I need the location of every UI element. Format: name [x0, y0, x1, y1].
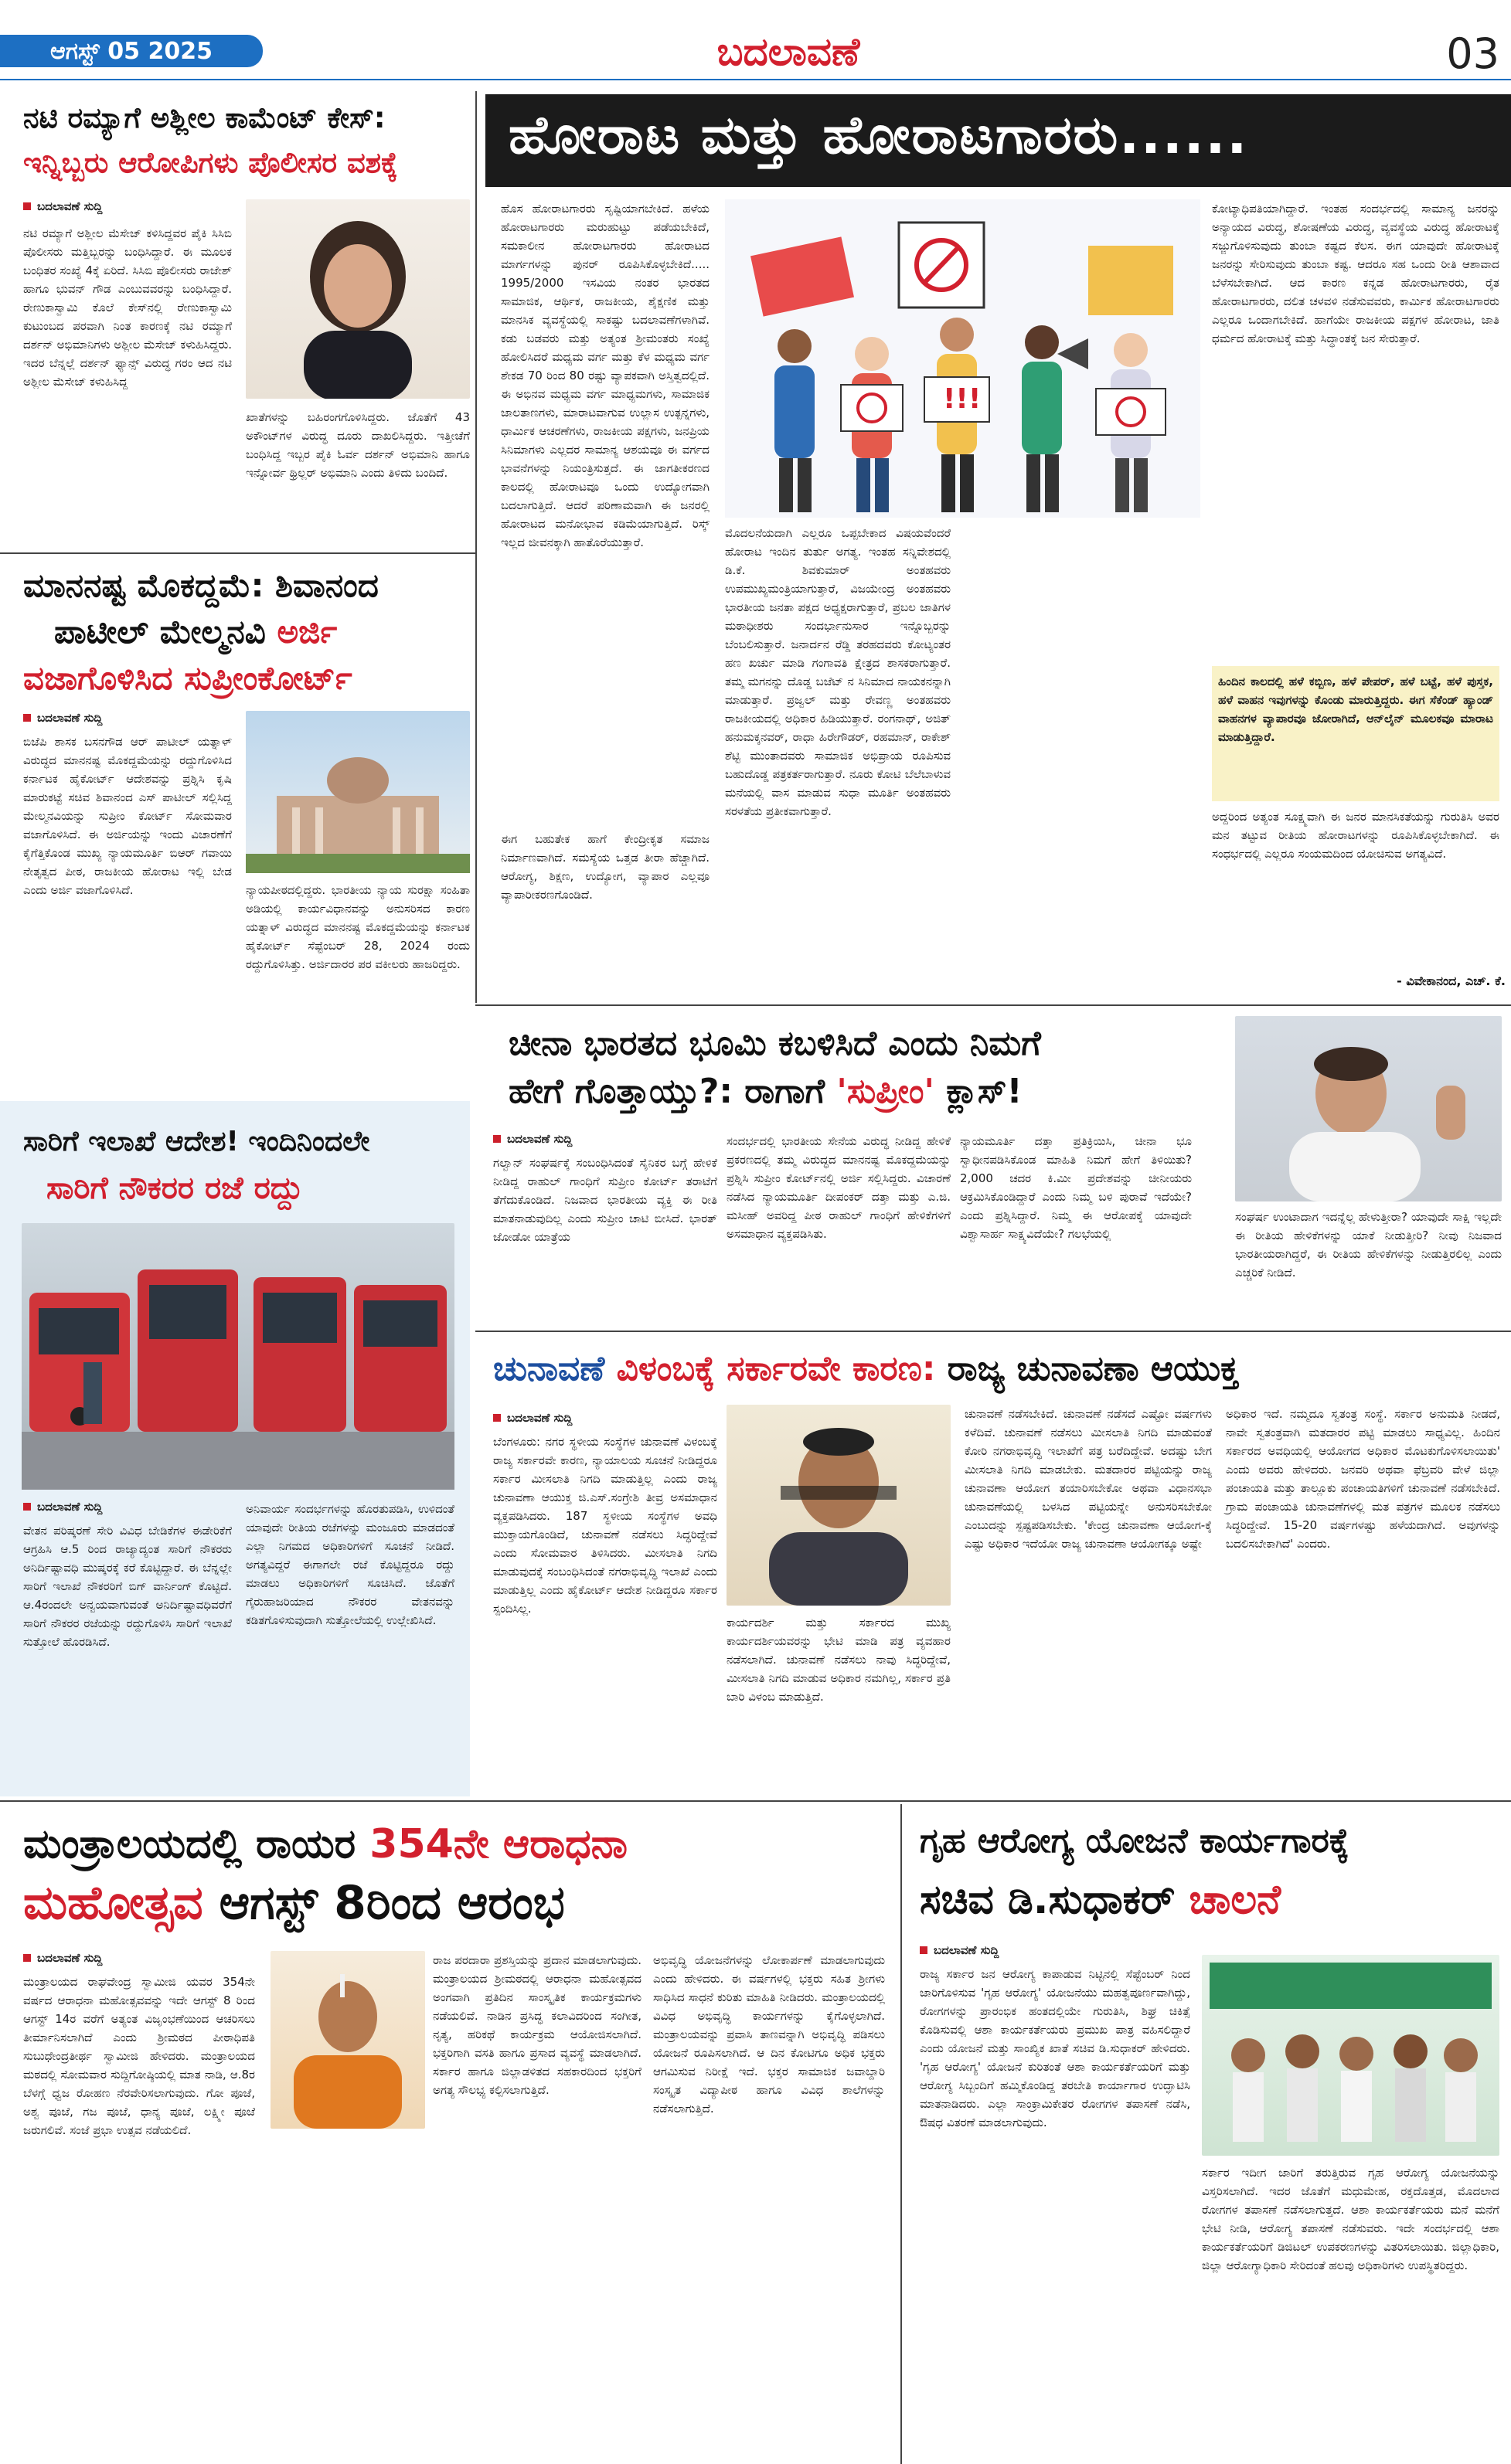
ramya-credit	[23, 199, 102, 213]
feature-signature: - ವಿವೇಕಾನಂದ, ಎಚ್. ಕೆ.	[1397, 974, 1506, 988]
transport-story	[0, 1101, 470, 1796]
shivanand-headline-3: ವಜಾಗೊಳಿಸಿದ ಸುಪ್ರೀಂಕೋರ್ಟ್	[23, 659, 352, 697]
health-col2: ಸರ್ಕಾರ ಇದೀಗ ಜಾರಿಗೆ ತರುತ್ತಿರುವ ಗೃಹ ಆರೋಗ್ಯ ಯೋಜನೆಯನ್ನು ವಿಸ್ತರಿಸಲಾಗಿದೆ. ಇದರ ಜೊತೆಗೆ ಮಧುಮೇಹ, ರಕ್ತದೊತ್ತಡ, ಮೊದಲಾದ ರೋಗಗಳ ತಪಾಸಣೆ ನಡೆಸಲಾಗುತ್ತದೆ. ಆಶಾ ಕಾರ್ಯಕರ್ತೆಯರು ಮನೆ ಮನೆಗೆ ಭೇಟಿ ನೀಡಿ, ಆರೋಗ್ಯ ತಪಾಸಣೆ ನಡೆಸುವರು. ಇದೇ ಸಂದರ್ಭದಲ್ಲಿ ಆಶಾ ಕಾರ್ಯಕರ್ತೆಯರಿಗೆ ಡಿಜಿಟಲ್ ಉಪಕರಣಗಳನ್ನು ವಿತರಿಸಲಾಯಿತು. ಜಿಲ್ಲಾಧಿಕಾರಿ, ಜಿಲ್ಲಾ ಆರೋಗ್ಯಾಧಿಕಾರಿ ಸೇರಿದಂತೆ ಹಲವು ಅಧಿಕಾರಿಗಳು ಉಪಸ್ಥಿತರಿದ್ದರು.	[1202, 2166, 1499, 2272]
page-number: 03	[1446, 29, 1499, 76]
election-commissioner-photo	[727, 1405, 951, 1606]
shivanand-body-left: ಬಿಜೆಪಿ ಶಾಸಕ ಬಸನಗೌಡ ಆರ್ ಪಾಟೀಲ್ ಯತ್ನಾಳ್ ವಿರುದ್ಧದ ಮಾನನಷ್ಟ ಮೊಕದ್ದಮೆಯನ್ನು ರದ್ದುಗೊಳಿಸಿದ ಕರ್ನಾಟಕ ಹೈಕೋರ್ಟ್ ಆದೇಶವನ್ನು ಪ್ರಶ್ನಿಸಿ ಕೃಷಿ ಮಾರುಕಟ್ಟೆ ಸಚಿವ ಶಿವಾನಂದ ಎಸ್ ಪಾಟೀಲ್ ಸಲ್ಲಿಸಿದ್ದ ಮೇಲ್ಮನವಿಯನ್ನು ಸುಪ್ರೀಂ ಕೋರ್ಟ್ ಸೋಮವಾರ ವಜಾಗೊಳಿಸಿದೆ. ಈ ಅರ್ಜಿಯನ್ನು ಇಂದು ವಿಚಾರಣೆಗೆ ಕೈಗೆತ್ತಿಕೊಂಡ ಮುಖ್ಯ ನ್ಯಾಯಮೂರ್ತಿ ಬಿಆರ್ ಗವಾಯಿ ನೇತೃತ್ವದ ಪೀಠ, ರಾಜಕೀಯ ಹೋರಾಟ ಇಲ್ಲಿ ಬೇಡ ಎಂದು ಅರ್ಜಿ ವಜಾಗೊಳಿಸಿದೆ.	[23, 735, 232, 897]
rahul-col3: ನ್ಯಾಯಮೂರ್ತಿ ದತ್ತಾ ಪ್ರತಿಕ್ರಿಯಿಸಿ, ಚೀನಾ ಭೂ ಸ್ವಾಧೀನಪಡಿಸಿಕೊಂಡ ಮಾಹಿತಿ ನಿಮಗೆ ಹೇಗೆ ತಿಳಿಯಿತು? 2,000 ಚದರ ಕಿ.ಮೀ ಪ್ರದೇಶವನ್ನು ಚೀನೀಯರು ಆಕ್ರಮಿಸಿಕೊಂಡಿದ್ದಾರೆ ಎಂದು ನಿಮ್ಮ ಬಳಿ ಪುರಾವೆ ಇದೆಯೇ? ಎಂದು ಪ್ರಶ್ನಿಸಿದ್ದಾರೆ. ನಿಮ್ಮ ಈ ಆರೋಪಕ್ಕೆ ಯಾವುದೇ ವಿಶ್ವಾಸಾರ್ಹ ಸಾಕ್ಷ್ಯವಿದೆಯೇ? ಗಲಭೆಯಲ್ಲಿ	[960, 1134, 1192, 1241]
mantralaya-story	[0, 1804, 900, 2464]
mantralaya-headline-2b: ಆಗಸ್ಟ್ 8ರಿಂದ ಆರಂಭ	[202, 1876, 565, 1930]
credit-marker-icon	[493, 1135, 501, 1143]
rahul-headline-2c: ಕ್ಲಾಸ್!	[934, 1072, 1023, 1111]
feature-col3-left	[965, 524, 1190, 997]
credit-text: ಬದಲಾವಣೆ ಸುದ್ದಿ	[37, 199, 103, 213]
mantralaya-headline-1	[23, 1820, 628, 1869]
mantralaya-col2: ರಾಜ ಪರದಾರಾ ಪ್ರಶಸ್ತಿಯನ್ನು ಪ್ರದಾನ ಮಾಡಲಾಗುವುದು. ಮಂತ್ರಾಲಯದ ಶ್ರೀಮಠದಲ್ಲಿ ಆರಾಧನಾ ಮಹೋತ್ಸವದ ಅಂಗವಾಗಿ ಪ್ರತಿದಿನ ಸಾಂಸ್ಕೃತಿಕ ಕಾರ್ಯಕ್ರಮಗಳು ನಡೆಯಲಿವೆ. ನಾಡಿನ ಪ್ರಸಿದ್ಧ ಕಲಾವಿದರಿಂದ ಸಂಗೀತ, ನೃತ್ಯ, ಹರಿಕಥೆ ಕಾರ್ಯಕ್ರಮ ಆಯೋಜಿಸಲಾಗಿದೆ. ಭಕ್ತರಿಗಾಗಿ ವಸತಿ ಹಾಗೂ ಪ್ರಸಾದ ವ್ಯವಸ್ಥೆ ಮಾಡಲಾಗಿದೆ. ಸರ್ಕಾರ ಹಾಗೂ ಜಿಲ್ಲಾಡಳಿತದ ಸಹಕಾರದಿಂದ ಭಕ್ತರಿಗೆ ಅಗತ್ಯ ಸೌಲಭ್ಯ ಕಲ್ಪಿಸಲಾಗುತ್ತಿದೆ.	[433, 1953, 641, 2097]
bus-photo	[22, 1223, 454, 1490]
rahul-headline-2	[509, 1070, 1023, 1113]
divider	[475, 1004, 1511, 1006]
transport-body-left: ವೇತನ ಪರಿಷ್ಕರಣೆ ಸೇರಿ ವಿವಿಧ ಬೇಡಿಕೆಗಳ ಈಡೇರಿಕೆಗೆ ಆಗ್ರಹಿಸಿ ಆ.5 ರಿಂದ ರಾಜ್ಯಾದ್ಯಂತ ಸಾರಿಗೆ ನೌಕರರು ಅನಿರ್ದಿಷ್ಟಾವಧಿ ಮುಷ್ಕರಕ್ಕೆ ಕರೆ ಕೊಟ್ಟಿದ್ದಾರೆ. ಈ ಬೆನ್ನಲ್ಲೇ ಸಾರಿಗೆ ಇಲಾಖೆ ನೌಕರರಿಗೆ ಬಿಗ್ ವಾರ್ನಿಂಗ್ ಕೊಟ್ಟಿದೆ. ಆ.4ರಂದಲೇ ಅನ್ವಯವಾಗುವಂತೆ ಅನಿರ್ದಿಷ್ಟಾವಧಿವರೆಗೆ ಸಾರಿಗೆ ನೌಕರರ ರಜೆಯನ್ನು ರದ್ದುಗೊಳಿಸಿ ಸಾರಿಗೆ ಇಲಾಖೆ ಸುತ್ತೋಲೆ ಹೊರಡಿಸಿದೆ.	[23, 1524, 232, 1649]
rahul-story	[478, 1008, 1511, 1331]
feature-col3-top: ಕೋಟ್ಯಾಧಿಪತಿಯಾಗಿದ್ದಾರೆ. ಇಂತಹ ಸಂದರ್ಭದಲ್ಲಿ ಸಾಮಾನ್ಯ ಜನರನ್ನು ಅನ್ಯಾಯದ ವಿರುದ್ಧ, ಶೋಷಣೆಯ ವಿರುದ್ಧ, ವ್ಯವಸ್ಥೆಯ ವಿರುದ್ಧ ಹೋರಾಟಕ್ಕೆ ಸಜ್ಜುಗೊಳಿಸುವುದು ತುಂಬಾ ಕಷ್ಟದ ಕೆಲಸ. ಈಗ ಯಾವುದೇ ಹೋರಾಟಕ್ಕೆ ಜನರನ್ನು ಸೇರಿಸುವುದು ತುಂಬಾ ಕಷ್ಟ. ಆದರೂ ಸಹ ಒಂದು ರೀತಿ ಆಶಾವಾದ ಬೆಳೆಸಬೇಕಾಗಿದೆ. ಆದ ಕಾರಣ ಕನ್ನಡ ಹೋರಾಟಗಾರರು, ರೈತ ಹೋರಾಟಗಾರರು, ದಲಿತ ಚಳವಳಿ ನಡೆಸುವವರು, ಕಾರ್ಮಿಕ ಹೋರಾಟಗಾರರು ಎಲ್ಲರೂ ಒಂದಾಗಬೇಕಿದೆ. ಹಾಗೆಯೇ ರಾಜಕೀಯ ಪಕ್ಷಗಳ ಹೋರಾಟ, ಜಾತಿ ಧರ್ಮದ ಹೋರಾಟಕ್ಕೆ ಮತ್ತು ಸಿದ್ಧಾಂತಕ್ಕೆ ಜನ ಸೇರುತ್ತಾರೆ.	[1212, 202, 1499, 345]
shivanand-headline-2a: ಪಾಟೀಲ್ ಮೇಲ್ಮನವಿ	[54, 613, 277, 651]
credit-text: ಬದಲಾವಣೆ ಸುದ್ದಿ	[37, 1951, 103, 1965]
mantralaya-headline-2	[23, 1875, 565, 1931]
health-headline-2a: ಸಚಿವ ಡಿ.ಸುಧಾಕರ್	[920, 1877, 1189, 1923]
credit-marker-icon	[23, 202, 31, 210]
health-headline-1: ಗೃಹ ಆರೋಗ್ಯ ಯೋಜನೆ ಕಾರ್ಯಗಾರಕ್ಕೆ	[920, 1821, 1349, 1861]
masthead: ಬದಲಾವಣೆ	[716, 29, 860, 74]
event-group-icon	[1202, 1955, 1499, 2156]
shivanand-credit	[23, 711, 102, 725]
election-story	[478, 1334, 1511, 1797]
credit-text: ಬದಲಾವಣೆ ಸುದ್ದಿ	[507, 1411, 573, 1425]
supreme-court-photo	[246, 711, 470, 873]
portrait-icon	[271, 1951, 425, 2129]
feature-col1-top: ಹೊಸ ಹೋರಾಟಗಾರರು ಸೃಷ್ಟಿಯಾಗಬೇಕಿದೆ. ಹಳೆಯ ಹೋರಾಟಗಾರರು ಮರುಹುಟ್ಟು ಪಡೆಯಬೇಕಿದೆ, ಸಮಕಾಲೀನ ಹೋರಾಟಗಾರರು ಹೋರಾಟದ ಮಾರ್ಗಗಳನ್ನು ಪುನರ್ ರೂಪಿಸಿಕೊಳ್ಳಬೇಕಿದೆ..... 1995/2000 ಇಸವಿಯ ನಂತರ ಭಾರತದ ಸಾಮಾಜಿಕ, ಆರ್ಥಿಕ, ರಾಜಕೀಯ, ಶೈಕ್ಷಣಿಕ ಮತ್ತು ಮಾನಸಿಕ ವ್ಯವಸ್ಥೆಯಲ್ಲಿ ಸಾಕಷ್ಟು ಬದಲಾವಣೆಗಳಾಗಿವೆ. ಕಡು ಬಡವರು ಮತ್ತು ಅತ್ಯಂತ ಶ್ರೀಮಂತರು ಸಂಖ್ಯೆ ಹೋಲಿಸಿದರೆ ಮಧ್ಯಮ ವರ್ಗ ಮತ್ತು ಕೆಳ ಮಧ್ಯಮ ವರ್ಗ ಶೇಕಡ 70 ರಿಂದ 80 ರಷ್ಟು ವ್ಯಾಪಕವಾಗಿ ಅಸ್ತಿತ್ವದಲ್ಲಿದೆ. ಈ ಅಭಿನವ ಮಧ್ಯಮ ವರ್ಗ ಮಾಧ್ಯಮಗಳು, ಸಾಮಾಜಿಕ ಜಾಲತಾಣಗಳು, ಮಾರಾಟವಾಗುವ ಉಲ್ಲಾಸ ಉತ್ಪನ್ನಗಳು, ಧಾರ್ಮಿಕ ಆಚರಣೆಗಳು, ರಾಜಕೀಯ ಪಕ್ಷಗಳು, ಜನಪ್ರಿಯ ಸಿನಿಮಾಗಳು ಎಲ್ಲದರ ಸಾಮಾನ್ಯ ಆಶಯವೂ ಈ ವರ್ಗದ ಭಾವನೆಗಳನ್ನು ನಿಯಂತ್ರಿಸುತ್ತದೆ. ಈ ಜಾಗತೀಕರಣದ ಕಾಲದಲ್ಲಿ ಹೋರಾಟವೂ ಒಂದು ಉದ್ಯೋಗವಾಗಿ ಬದಲಾಗುತ್ತಿದೆ. ಆದರೆ ಪರಿಣಾಮವಾಗಿ ಈ ಜನರಲ್ಲಿ ಹೋರಾಟದ ಮನೋಭಾವ ಕಡಿಮೆಯಾಗುತ್ತಿದೆ. ರಿಸ್ಕ್ ಇಲ್ಲದ ಜೀವನಕ್ಕಾಗಿ ಹಾತೊರೆಯುತ್ತಾರೆ.	[501, 202, 710, 549]
feature-highlight-box	[1212, 666, 1499, 801]
election-credit	[493, 1411, 572, 1425]
ramya-body-right: ಖಾತೆಗಳನ್ನು ಬಹಿರಂಗಗೊಳಿಸಿದ್ದರು. ಜೊತೆಗೆ 43 ಅಕೌಂಟ್‌ಗಳ ವಿರುದ್ಧ ದೂರು ದಾಖಲಿಸಿದ್ದರು. ಇತ್ತೀಚೆಗೆ ಬಂಧಿಸಿದ್ದ ಇಬ್ಬರ ಪೈಕಿ ಓರ್ವ ದರ್ಶನ್ ಅಭಿಮಾನಿ ಹಾಗೂ ಇನ್ನೋರ್ವ ಥ್ರಿಲ್ಲರ್ ಅಭಿಮಾನಿ ಎಂದು ತಿಳಿದು ಬಂದಿದೆ.	[246, 410, 470, 480]
swamiji-photo	[271, 1951, 425, 2129]
health-col1: ರಾಜ್ಯ ಸರ್ಕಾರ ಜನ ಆರೋಗ್ಯ ಕಾಪಾಡುವ ನಿಟ್ಟಿನಲ್ಲಿ ಸೆಪ್ಟೆಂಬರ್ ನಿಂದ ಜಾರಿಗೊಳಿಸುವ 'ಗೃಹ ಆರೋಗ್ಯ' ಯೋಜನೆಯು ಮಹತ್ವಪೂರ್ಣವಾಗಿದ್ದು, ರೋಗಗಳನ್ನು ಪ್ರಾರಂಭಿಕ ಹಂತದಲ್ಲಿಯೇ ಗುರುತಿಸಿ, ಶಿಘ್ರ ಚಿಕಿತ್ಸೆ ಕೊಡಿಸುವಲ್ಲಿ ಆಶಾ ಕಾರ್ಯಕರ್ತೆಯರು ಪ್ರಮುಖ ಪಾತ್ರ ವಹಿಸಲಿದ್ದಾರೆ ಎಂದು ಯೋಜನೆ ಮತ್ತು ಸಾಂಖ್ಯಿಕ ಖಾತೆ ಸಚಿವ ಡಿ.ಸುಧಾಕರ್ ಹೇಳಿದರು. 'ಗೃಹ ಆರೋಗ್ಯ' ಯೋಜನೆ ಕುರಿತಂತೆ ಆಶಾ ಕಾರ್ಯಕರ್ತೆಯರಿಗೆ ಮತ್ತು ಆರೋಗ್ಯ ಸಿಬ್ಬಂದಿಗೆ ಹಮ್ಮಿಕೊಂಡಿದ್ದ ತರಬೇತಿ ಕಾರ್ಯಾಗಾರ ಉದ್ಘಾಟಿಸಿ ಮಾತನಾಡಿದರು. ಎಲ್ಲಾ ಸಾಂಕ್ರಾಮಿಕೇತರ ರೋಗಗಳ ತಪಾಸಣೆ ನಡೆಸಿ, ಔಷಧ ವಿತರಣೆ ಮಾಡಲಾಗುವುದು.	[920, 1967, 1190, 2129]
divider	[0, 1800, 1511, 1802]
rahul-headline-1: ಚೀನಾ ಭಾರತದ ಭೂಮಿ ಕಬಳಿಸಿದೆ ಎಂದು ನಿಮಗೆ	[509, 1024, 1041, 1063]
credit-text: ಬದಲಾವಣೆ ಸುದ್ದಿ	[37, 1500, 103, 1514]
mantralaya-col1: ಮಂತ್ರಾಲಯದ ರಾಘವೇಂದ್ರ ಸ್ವಾಮೀಜಿ ಯವರ 354ನೇ ವರ್ಷದ ಆರಾಧನಾ ಮಹೋತ್ಸವವನ್ನು ಇದೇ ಆಗಸ್ಟ್ 8 ರಿಂದ ಆಗಸ್ಟ್ 14ರ ವರೆಗೆ ಅತ್ಯಂತ ವಿಜೃಂಭಣೆಯಿಂದ ಆಚರಿಸಲು ತೀರ್ಮಾನಿಸಲಾಗಿದೆ ಎಂದು ಶ್ರೀಮಠದ ಪೀಠಾಧಿಪತಿ ಸುಬುಧೇಂದ್ರತೀರ್ಥ ಸ್ವಾಮೀಜಿ ಹೇಳಿದರು. ಮಂತ್ರಾಲಯದ ಮಠದಲ್ಲಿ ಸೋಮವಾರ ಸುದ್ದಿಗೋಷ್ಠಿಯಲ್ಲಿ ಮಾತ ನಾಡಿ, ಆ.8ರ ಬೆಳಗ್ಗೆ ಧ್ವಜ ರೋಹಣ ನೆರವೇರಿಸಲಾಗುವುದು. ಗೋ ಪೂಜೆ, ಅಶ್ವ ಪೂಜೆ, ಗಜ ಪೂಜೆ, ಧಾನ್ಯ ಪೂಜೆ, ಲಕ್ಷ್ಮೀ ಪೂಜೆ ಜರುಗಲಿವೆ. ಸಂಜೆ ಪ್ರಭಾ ಉತ್ಸವ ನಡೆಯಲಿದೆ.	[23, 1975, 255, 2137]
ramya-photo	[246, 199, 470, 399]
rahul-photo	[1235, 1016, 1502, 1201]
credit-text: ಬದಲಾವಣೆ ಸುದ್ದಿ	[37, 711, 103, 725]
portrait-icon	[246, 199, 470, 399]
rahul-credit	[493, 1132, 572, 1146]
divider	[475, 1331, 1511, 1332]
credit-marker-icon	[23, 1954, 31, 1962]
election-col1: ಬೆಂಗಳೂರು: ನಗರ ಸ್ಥಳೀಯ ಸಂಸ್ಥೆಗಳ ಚುನಾವಣೆ ವಿಳಂಬಕ್ಕೆ ರಾಜ್ಯ ಸರ್ಕಾರವೇ ಕಾರಣ, ನ್ಯಾಯಾಲಯ ಸೂಚನೆ ನೀಡಿದ್ದರೂ ಸರ್ಕಾರ ಮೀಸಲಾತಿ ನಿಗದಿ ಮಾಡುತ್ತಿಲ್ಲ ಎಂದು ರಾಜ್ಯ ಚುನಾವಣಾ ಆಯುಕ್ತ ಜಿ.ಎಸ್.ಸಂಗ್ರೇಶಿ ತೀವ್ರ ಅಸಮಾಧಾನ ವ್ಯಕ್ತಪಡಿಸಿದರು. 187 ಸ್ಥಳೀಯ ಸಂಸ್ಥೆಗಳ ಅವಧಿ ಮುಕ್ತಾಯಗೊಂಡಿದೆ, ಚುನಾವಣೆ ನಡೆಸಲು ಸಿದ್ಧರಿದ್ದೇವೆ ಎಂದು ಸೋಮವಾರ ತಿಳಿಸಿದರು. ಮೀಸಲಾತಿ ನಿಗದಿ ಮಾಡುವುದಕ್ಕೆ ಸಂಬಂಧಿಸಿದಂತೆ ನಗರಾಭಿವೃದ್ಧಿ ಇಲಾಖೆ ಎಂದು ಮಾಡುತ್ತಿಲ್ಲ ಎಂದು ಹೈಕೋರ್ಟ್ ಆದೇಶ ನೀಡಿದ್ದರೂ ಸರ್ಕಾರ ಸ್ಪಂದಿಸಿಲ್ಲ.	[493, 1435, 717, 1616]
election-col2: ಕಾರ್ಯದರ್ಶಿ ಮತ್ತು ಸರ್ಕಾರದ ಮುಖ್ಯ ಕಾರ್ಯದರ್ಶಿಯವರನ್ನು ಭೇಟಿ ಮಾಡಿ ಪತ್ರ ವ್ಯವಹಾರ ನಡೆಸಲಾಗಿದೆ. ಚುನಾವಣೆ ನಡೆಸಲು ನಾವು ಸಿದ್ಧರಿದ್ದೇವೆ, ಮೀಸಲಾತಿ ನಿಗದಿ ಮಾಡುವ ಅಧಿಕಾರ ನಮಗಿಲ್ಲ, ಸರ್ಕಾರ ಪ್ರತಿ ಬಾರಿ ವಿಳಂಬ ಮಾಡುತ್ತಿದೆ.	[727, 1616, 951, 1704]
election-headline-a: ಚುನಾವಣೆ	[493, 1349, 617, 1388]
mantralaya-headline-1a: ಮಂತ್ರಾಲಯದಲ್ಲಿ ರಾಯರ	[23, 1821, 370, 1868]
feature-col1-bottom: ಈಗ ಬಹುತೇಕ ಹಾಗೆ ಕೇಂದ್ರೀಕೃತ ಸಮಾಜ ನಿರ್ಮಾಣವಾಗಿದೆ. ಸಮಸ್ಯೆಯ ಒತ್ತಡ ತೀರಾ ಹೆಚ್ಚಾಗಿದೆ. ಆರೋಗ್ಯ, ಶಿಕ್ಷಣ, ಉದ್ಯೋಗ, ವ್ಯಾಪಾರ ಎಲ್ಲವೂ ವ್ಯಾಪಾರೀಕರಣಗೊಂಡಿದೆ.	[501, 832, 710, 902]
election-col4: ಅಧಿಕಾರ ಇದೆ. ನಮ್ಮದೂ ಸ್ವತಂತ್ರ ಸಂಸ್ಥೆ. ಸರ್ಕಾರ ಅನುಮತಿ ನೀಡದೆ, ನಾವೇ ಸ್ವತಂತ್ರವಾಗಿ ಮತದಾರರ ಪಟ್ಟಿ ಮಾಡಲು ಸಾಧ್ಯವಿಲ್ಲ. ಹಿಂದಿನ ಸರ್ಕಾರದ ಅವಧಿಯಲ್ಲಿ ಆಯೋಗದ ಅಧಿಕಾರ ಮೊಟಕುಗೊಳಿಸಲಾಯಿತು' ಎಂದು ಅವರು ಹೇಳಿದರು. ಜನವರಿ ಅಥವಾ ಫೆಬ್ರವರಿ ವೇಳೆ ಜಿಲ್ಲಾ ಪಂಚಾಯತಿ ಮತ್ತು ತಾಲ್ಲೂಕು ಪಂಚಾಯತಿಗಳಿಗೆ ಚುನಾವಣೆ ನಡೆಸಬೇಕಿದೆ. ಗ್ರಾಮ ಪಂಚಾಯತಿ ಚುನಾವಣೆಗಳಲ್ಲಿ ಮತ ಪತ್ರಗಳ ಮೂಲಕ ನಡೆಸಲು ಸಿದ್ಧರಿದ್ದೇವೆ. 15-20 ವರ್ಷಗಳಷ್ಟು ಹಳೆಯದಾಗಿದೆ. ಅವುಗಳನ್ನು ಬದಲಿಸಬೇಕಾಗಿದೆ' ಎಂದರು.	[1226, 1407, 1500, 1551]
portrait-icon	[727, 1405, 951, 1606]
ramya-headline-1: ನಟಿ ರಮ್ಯಾಗೆ ಅಶ್ಲೀಲ ಕಾಮೆಂಟ್ ಕೇಸ್:	[23, 101, 386, 134]
ramya-story	[0, 85, 475, 552]
shivanand-headline-2	[54, 612, 337, 652]
shivanand-story	[0, 556, 475, 1097]
health-credit	[920, 1943, 999, 1957]
health-story	[904, 1804, 1511, 2464]
ramya-headline-2: ಇನ್ನಿಬ್ಬರು ಆರೋಪಿಗಳು ಪೊಲೀಸರ ವಶಕ್ಕೆ	[23, 146, 398, 179]
feature-col3-bottom: ಅದ್ದರಿಂದ ಅತ್ಯಂತ ಸೂಕ್ಷ್ಮವಾಗಿ ಈ ಜನರ ಮಾನಸಿಕತೆಯನ್ನು ಗುರುತಿಸಿ ಅವರ ಮನ ತಟ್ಟುವ ರೀತಿಯ ಹೋರಾಟಗಳನ್ನು ರೂಪಿಸಿಕೊಳ್ಳಬೇಕಾಗಿದೆ. ಈ ಸಂಧರ್ಭದಲ್ಲಿ ಎಲ್ಲರೂ ಸಂಯಮದಿಂದ ಯೋಚಿಸುವ ಅಗತ್ಯವಿದೆ.	[1212, 810, 1499, 861]
portrait-icon	[1235, 1016, 1502, 1201]
mantralaya-headline-2a: ಮಹೋತ್ಸವ	[23, 1876, 203, 1930]
credit-marker-icon	[23, 714, 31, 722]
feature-title: ಹೋರಾಟ ಮತ್ತು ಹೋರಾಟಗಾರರು......	[509, 105, 1249, 166]
credit-marker-icon	[493, 1414, 501, 1422]
election-headline-b: ವಿಳಂಬಕ್ಕೆ ಸರ್ಕಾರವೇ ಕಾರಣ:	[616, 1349, 936, 1388]
mantralaya-headline-1b: 354ನೇ ಆರಾಧನಾ	[369, 1821, 628, 1868]
feature-title-banner	[485, 94, 1511, 187]
court-building-icon	[246, 711, 470, 873]
election-headline	[493, 1348, 1239, 1391]
rahul-col2: ಸಂದರ್ಭದಲ್ಲಿ ಭಾರತೀಯ ಸೇನೆಯ ವಿರುದ್ಧ ನೀಡಿದ್ದ ಹೇಳಿಕೆ ಪ್ರಕರಣದಲ್ಲಿ ತಮ್ಮ ವಿರುದ್ಧದ ಮಾನನಷ್ಟ ಮೊಕದ್ದಮೆಯನ್ನು ಪ್ರಶ್ನಿಸಿ ಸುಪ್ರೀಂ ಕೋರ್ಟ್‌ನಲ್ಲಿ ಅರ್ಜಿ ಸಲ್ಲಿಸಿದ್ದರು. ವಿಚಾರಣೆ ನಡೆಸಿದ ನ್ಯಾಯಮೂರ್ತಿ ದೀಪಂಕರ್ ದತ್ತಾ ಮತ್ತು ಎ.ಜಿ. ಮಸೀಹ್ ಅವರಿದ್ದ ಪೀಠ ರಾಹುಲ್ ಗಾಂಧಿಗೆ ಹೇಳಿಕೆಗಳಿಗೆ ಅಸಮಾಧಾನ ವ್ಯಕ್ತಪಡಿಸಿತು.	[727, 1134, 951, 1241]
credit-marker-icon	[920, 1946, 927, 1954]
mantralaya-col3: ಅಭಿವೃದ್ಧಿ ಯೋಜನೆಗಳನ್ನು ಲೋಕಾರ್ಪಣೆ ಮಾಡಲಾಗುವುದು ಎಂದು ಹೇಳಿದರು. ಈ ವರ್ಷಗಳಲ್ಲಿ ಭಕ್ತರು ಸಹಿತ ಶ್ರೀಗಳು ಸಾಧಿಸಿದ ಸಾಧನೆ ಕುರಿತು ಮಾಹಿತಿ ನೀಡಿದರು. ಮಂತ್ರಾಲಯದಲ್ಲಿ ವಿವಿಧ ಅಭಿವೃದ್ಧಿ ಕಾರ್ಯಗಳನ್ನು ಕೈಗೊಳ್ಳಲಾಗಿದೆ. ಮಂತ್ರಾಲಯವನ್ನು ಪ್ರವಾಸಿ ತಾಣವನ್ನಾಗಿ ಅಭಿವೃದ್ಧಿ ಪಡಿಸಲು ಯೋಜನೆ ರೂಪಿಸಲಾಗಿದೆ. ಆ ದಿನ ಕೋಟಿಗೂ ಅಧಿಕ ಭಕ್ತರು ಆಗಮಿಸುವ ನಿರೀಕ್ಷೆ ಇದೆ. ಭಕ್ತರ ಸಾಮಾಜಿಕ ಜವಾಬ್ದಾರಿ ಸಂಸ್ಕೃತ ವಿದ್ಯಾಪೀಠ ಹಾಗೂ ವಿವಿಧ ಶಾಲೆಗಳನ್ನು ನಡೆಸಲಾಗುತ್ತಿದೆ.	[653, 1953, 885, 2116]
feature-story	[485, 193, 1511, 1003]
feature-highlight-text: ಹಿಂದಿನ ಕಾಲದಲ್ಲಿ ಹಳೆ ಕಬ್ಬಿಣ, ಹಳೆ ಪೇಪರ್, ಹಳೆ ಬಟ್ಟೆ, ಹಳೆ ಪುಸ್ತಕ, ಹಳೆ ವಾಹನ ಇವುಗಳನ್ನು ಕೊಂಡು ಮಾರುತ್ತಿದ್ದರು. ಈಗ ಸೆಕೆಂಡ್ ಹ್ಯಾಂಡ್ ವಾಹನಗಳ ವ್ಯಾಪಾರವೂ ಜೋರಾಗಿದೆ, ಆನ್‌ಲೈನ್ ಮೂಲಕವೂ ಮಾರಾಟ ಮಾಡುತ್ತಿದ್ದಾರೆ.	[1218, 675, 1493, 744]
transport-body-right: ಅನಿವಾರ್ಯ ಸಂದರ್ಭಗಳನ್ನು ಹೊರತುಪಡಿಸಿ, ಉಳಿದಂತೆ ಯಾವುದೇ ರೀತಿಯ ರಜೆಗಳನ್ನು ಮಂಜೂರು ಮಾಡದಂತೆ ಎಲ್ಲಾ ನಿಗಮದ ಅಧಿಕಾರಿಗಳಿಗೆ ಸೂಚನೆ ನೀಡಿದೆ. ಅಗತ್ಯವಿದ್ದರೆ ಈಗಾಗಲೇ ರಜೆ ಕೊಟ್ಟಿದ್ದರೂ ರದ್ದು ಮಾಡಲು ಅಧಿಕಾರಿಗಳಿಗೆ ಸೂಚಿಸಿದೆ. ಜೊತೆಗೆ ಗೈರುಹಾಜರಿಯಾದ ನೌಕರರ ವೇತನವನ್ನು ಕಡಿತಗೊಳಿಸುವುದಾಗಿ ಸುತ್ತೋಲೆಯಲ್ಲಿ ಉಲ್ಲೇಖಿಸಿದೆ.	[246, 1502, 454, 1627]
credit-text: ಬದಲಾವಣೆ ಸುದ್ದಿ	[507, 1132, 573, 1146]
shivanand-headline-1: ಮಾನನಷ್ಟ ಮೊಕದ್ದಮೆ: ಶಿವಾನಂದ	[23, 566, 379, 604]
bus-icon	[22, 1223, 454, 1490]
divider	[900, 1804, 902, 2464]
election-headline-c: ರಾಜ್ಯ ಚುನಾವಣಾ ಆಯುಕ್ತ	[935, 1349, 1239, 1388]
divider	[0, 552, 475, 554]
svg-text:!!!: !!!	[943, 383, 982, 415]
ramya-body-left: ನಟಿ ರಮ್ಯಾಗೆ ಅಶ್ಲೀಲ ಮೆಸೇಜ್ ಕಳಿಸಿದ್ದವರ ಪೈಕಿ ಸಿಸಿಬಿ ಪೊಲೀಸರು ಮತ್ತಿಬ್ಬರನ್ನು ಬಂಧಿಸಿದ್ದಾರೆ. ಈ ಮೂಲಕ ಬಂಧಿತರ ಸಂಖ್ಯೆ 4ಕ್ಕೆ ಏರಿದೆ. ಸಿಸಿಬಿ ಪೊಲೀಸರು ರಾಜೇಶ್ ಹಾಗೂ ಭುವನ್ ಗೌಡ ಎಂಬುವವರನ್ನು ಬಂಧಿಸಿದ್ದಾರೆ. ರೇಣುಕಾಸ್ವಾಮಿ ಕೊಲೆ ಕೇಸ್‌ನಲ್ಲಿ ರೇಣುಕಾಸ್ವಾಮಿ ಕುಟುಂಬದ ಪರವಾಗಿ ನಿಂತ ಕಾರಣಕ್ಕೆ ನಟಿ ರಮ್ಯಾಗೆ ದರ್ಶನ್ ಅಭಿಮಾನಿಗಳು ಅಶ್ಲೀಲ ಮೆಸೇಜ್ ಕಳುಹಿಸಿದ್ದರು. ಇದರ ಬೆನ್ನಲ್ಲೆ ದರ್ಶನ್ ಫ್ಯಾನ್ಸ್ ವಿರುದ್ಧ ಗರಂ ಆದ ನಟಿ ಅಶ್ಲೀಲ ಮೆಸೇಜ್ ಕಳುಹಿಸಿದ್ದ	[23, 226, 232, 389]
rahul-col4: ಸಂಘರ್ಷ ಉಂಟಾದಾಗ ಇದನ್ನೆಲ್ಲ ಹೇಳುತ್ತೀರಾ? ಯಾವುದೇ ಸಾಕ್ಷಿ ಇಲ್ಲದೇ ಈ ರೀತಿಯ ಹೇಳಿಕೆಗಳನ್ನು ಯಾಕೆ ನೀಡುತ್ತೀರಿ? ನೀವು ನಿಜವಾದ ಭಾರತೀಯರಾಗಿದ್ದರೆ, ಈ ರೀತಿಯ ಹೇಳಿಕೆಗಳನ್ನು ನೀಡುತ್ತಿರಲಿಲ್ಲ ಎಂದು ಎಚ್ಚರಿಕೆ ನೀಡಿದೆ.	[1235, 1210, 1502, 1280]
feature-col2: ಮೊದಲನೆಯದಾಗಿ ಎಲ್ಲರೂ ಒಪ್ಪಬೇಕಾದ ವಿಷಯವೆಂದರೆ ಹೋರಾಟ ಇಂದಿನ ತುರ್ತು ಅಗತ್ಯ. ಇಂತಹ ಸನ್ನಿವೇಶದಲ್ಲಿ ಡಿ.ಕೆ. ಶಿವಕುಮಾರ್ ಅಂತಹವರು ಉಪಮುಖ್ಯಮಂತ್ರಿಯಾಗುತ್ತಾರೆ, ವಿಜಯೇಂದ್ರ ಅಂತಹವರು ಭಾರತೀಯ ಜನತಾ ಪಕ್ಷದ ಅಧ್ಯಕ್ಷರಾಗುತ್ತಾರೆ, ಪ್ರಬಲ ಜಾತಿಗಳ ಮಠಾಧೀಶರು ಸಂದರ್ಭಾನುಸಾರ ಇನ್ನೊಬ್ಬರನ್ನು ಬೆಂಬಲಿಸುತ್ತಾರೆ. ಜನಾರ್ದನ ರೆಡ್ಡಿ ತರಹದವರು ಕೋಟ್ಯಂತರ ಹಣ ಖರ್ಚು ಮಾಡಿ ಗಂಗಾವತಿ ಕ್ಷೇತ್ರದ ಶಾಸಕರಾಗುತ್ತಾರೆ. ತಮ್ಮ ಮಗನನ್ನು ದೊಡ್ಡ ಬಜೆಟ್ ನ ಸಿನಿಮಾದ ನಾಯಕನನ್ನಾಗಿ ಮಾಡುತ್ತಾರೆ. ಪ್ರಜ್ವಲ್ ಮತ್ತು ರೇವಣ್ಣ ಅಂತಹವರು ರಾಜಕೀಯದಲ್ಲಿ ಅಧಿಕಾರ ಹಿಡಿಯುತ್ತಾರೆ. ರಂಗನಾಥ್, ಅಜಿತ್ ಹನುಮಕ್ಕನವರ್, ರಾಧಾ ಹಿರೇಗೌಡರ್, ರಹಮಾನ್, ರಾಕೇಶ್ ಶೆಟ್ಟಿ ಮುಂತಾದವರು ಸಾಮಾಜಿಕ ಅಭಿಪ್ರಾಯ ರೂಪಿಸುವ ಬಹುದೊಡ್ಡ ಪತ್ರಕರ್ತರಾಗುತ್ತಾರೆ. ನೂರು ಕೋಟಿ ಬೆಲೆಬಾಳುವ ಮನೆಯಲ್ಲಿ ವಾಸ ಮಾಡುವ ಸುಧಾ ಮೂರ್ತಿ ಅಂತಹವರು ಸರಳತೆಯ ಪ್ರತೀಕವಾಗುತ್ತಾರೆ.	[725, 526, 951, 818]
health-headline-2b: ಚಾಲನೆ	[1189, 1877, 1281, 1923]
health-headline-2	[920, 1875, 1281, 1925]
rahul-headline-2a: ಹೇಗೆ ಗೊತ್ತಾಯ್ತು?: ರಾಗಾಗೆ	[509, 1072, 837, 1111]
transport-credit	[23, 1500, 102, 1514]
mantralaya-credit	[23, 1951, 102, 1965]
election-col3: ಚುನಾವಣೆ ನಡೆಸಬೇಕಿದೆ. ಚುನಾವಣೆ ನಡೆಸದೆ ಎಷ್ಟೋ ವರ್ಷಗಳು ಕಳೆದಿವೆ. ಚುನಾವಣೆ ನಡೆಸಲು ಮೀಸಲಾತಿ ನಿಗದಿ ಮಾಡುವಂತೆ ಕೋರಿ ನಗರಾಭಿವೃದ್ಧಿ ಇಲಾಖೆಗೆ ಪತ್ರ ಬರೆದಿದ್ದೇವೆ. ಅದಷ್ಟು ಬೇಗ ಮೀಸಲಾತಿ ನಿಗದಿ ಮಾಡಬೇಕು. ಮತದಾರರ ಪಟ್ಟಿಯನ್ನು ರಾಜ್ಯ ಚುನಾವಣಾ ಆಯೋಗ ತಯಾರಿಸಬೇಕೋ ಅಥವಾ ವಿಧಾನಸಭಾ ಚುನಾವಣೆಯಲ್ಲಿ ಬಳಸಿದ ಪಟ್ಟಿಯನ್ನೇ ಅನುಸರಿಸಬೇಕೋ ಎಂಬುದನ್ನು ಸ್ಪಷ್ಟಪಡಿಸಬೇಕು. 'ಕೇಂದ್ರ ಚುನಾವಣಾ ಆಯೋಗ-ಕ್ಕೆ ಎಷ್ಟು ಅಧಿಕಾರ ಇದೆಯೋ ರಾಜ್ಯ ಚುನಾವಣಾ ಆಯೋಗಕ್ಕೂ ಅಷ್ಟೇ	[965, 1407, 1212, 1551]
rahul-headline-2b: 'ಸುಪ್ರೀಂ'	[836, 1072, 934, 1111]
header-rule	[0, 79, 1511, 80]
protest-illustration	[725, 199, 1200, 518]
divider	[475, 91, 477, 1003]
health-event-photo	[1202, 1955, 1499, 2156]
shivanand-headline-2b: ಅರ್ಜಿ	[277, 613, 338, 651]
credit-marker-icon	[23, 1503, 31, 1511]
transport-headline-1: ಸಾರಿಗೆ ಇಲಾಖೆ ಆದೇಶ! ಇಂದಿನಿಂದಲೇ	[23, 1126, 370, 1157]
shivanand-body-right: ನ್ಯಾಯಪೀಠದಲ್ಲಿದ್ದರು. ಭಾರತೀಯ ನ್ಯಾಯ ಸುರಕ್ಷಾ ಸಂಹಿತಾ ಅಡಿಯಲ್ಲಿ ಕಾರ್ಯವಿಧಾನವನ್ನು ಅನುಸರಿಸದ ಕಾರಣ ಯತ್ನಾಳ್ ವಿರುದ್ಧದ ಮಾನನಷ್ಟ ಮೊಕದ್ದಮೆಯನ್ನು ಕರ್ನಾಟಕ ಹೈಕೋರ್ಟ್ ಸೆಪ್ಟೆಂಬರ್ 28, 2024 ರಂದು ರದ್ದುಗೊಳಿಸಿತ್ತು. ಅರ್ಜಿದಾರರ ಪರ ವಕೀಲರು ಹಾಜರಿದ್ದರು.	[246, 883, 470, 971]
rahul-col1: ಗಲ್ವಾನ್ ಸಂಘರ್ಷಕ್ಕೆ ಸಂಬಂಧಿಸಿದಂತೆ ಸೈನಿಕರ ಬಗ್ಗೆ ಹೇಳಿಕೆ ನೀಡಿದ್ದ ರಾಹುಲ್ ಗಾಂಧಿಗೆ ಸುಪ್ರೀಂ ಕೋರ್ಟ್ ತರಾಟೆಗೆ ತೆಗೆದುಕೊಂಡಿದೆ. ನಿಜವಾದ ಭಾರತೀಯ ವ್ಯಕ್ತಿ ಈ ರೀತಿ ಮಾತನಾಡುವುದಿಲ್ಲ ಎಂದು ಸುಪ್ರೀಂ ಚಾಟಿ ಬೀಸಿದೆ. ಭಾರತ್ ಜೋಡೋ ಯಾತ್ರೆಯ	[493, 1156, 717, 1244]
issue-date: ಆಗಸ್ಟ್ 05 2025	[0, 35, 263, 67]
protesters-icon	[725, 199, 1200, 518]
credit-text: ಬದಲಾವಣೆ ಸುದ್ದಿ	[934, 1943, 999, 1957]
transport-headline-2: ಸಾರಿಗೆ ನೌಕರರ ರಜೆ ರದ್ದು	[46, 1171, 303, 1206]
